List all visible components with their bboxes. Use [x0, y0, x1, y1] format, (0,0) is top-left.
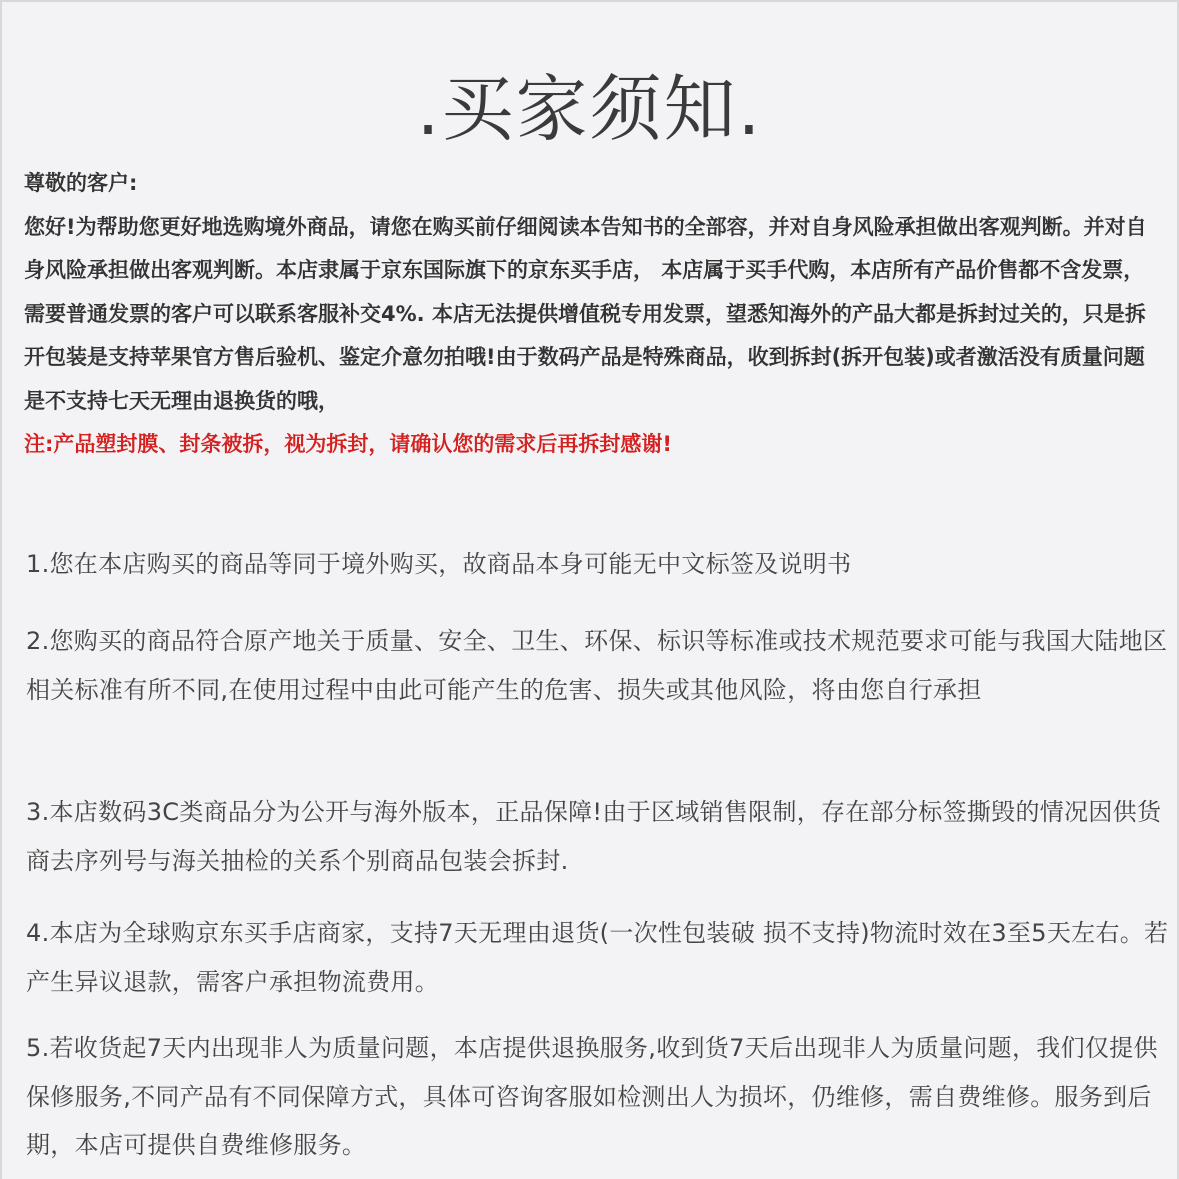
notice-item-3: 3.本店数码3C类商品分为公开与海外版本，正品保障!由于区域销售限制，存在部分标签撕毁的情况因供货商去序列号与海关抽检的关系个别商品包装会拆封.	[26, 798, 1162, 875]
notice-item-5: 5.若收货起7天内出现非人为质量问题，本店提供退换服务,收到货7天后出现非人为质量问题，我们仅提供保修服务,不同产品有不同保障方式，具体可咨询客服如检测出人为损坏，仍维修，需自费维修。服务到后期，本店可提供自费维修服务。	[26, 1034, 1158, 1159]
intro-body: 您好!为帮助您更好地选购境外商品，请您在购买前仔细阅读本告知书的全部容，并对自身风险承担做出客观判断。并对自身风险承担做出客观判断。本店隶属于京东国际旗下的京东买手店， 本店属于买手代购，本店所有产品价售都不含发票，需要普通发票的客户可以联系客服补交4%. 本店无法提供增值税专用发票，望悉知海外的产品大都是拆封过关的，只是拆开包装是支持苹果官方售后验机、鉴定介意勿拍哦!由于数码产品是特殊商品，收到拆封(拆开包装)或者激活没有质量问题是不支持七天无理由退换货的哦，	[24, 214, 1147, 413]
unsealing-warning-note: 注:产品塑封膜、封条被拆，视为拆封，请确认您的需求后再拆封感谢!	[24, 432, 672, 456]
notice-item-2: 2.您购买的商品符合原产地关于质量、安全、卫生、环保、标识等标准或技术规范要求可能与我国大陆地区相关标准有所不同,在使用过程中由此可能产生的危害、损失或其他风险，将由您自行承担	[26, 627, 1168, 704]
page-title: .买家须知.	[416, 67, 763, 151]
notice-item-1: 1.您在本店购买的商品等同于境外购买，故商品本身可能无中文标签及说明书	[26, 550, 852, 578]
greeting: 尊敬的客户:	[24, 171, 138, 195]
intro-section	[24, 162, 1164, 467]
notice-item-4: 4.本店为全球购京东买手店商家，支持7天无理由退货(一次性包装破 损不支持)物流时效在3至5天左右。若产生异议退款，需客户承担物流费用。	[26, 919, 1169, 996]
